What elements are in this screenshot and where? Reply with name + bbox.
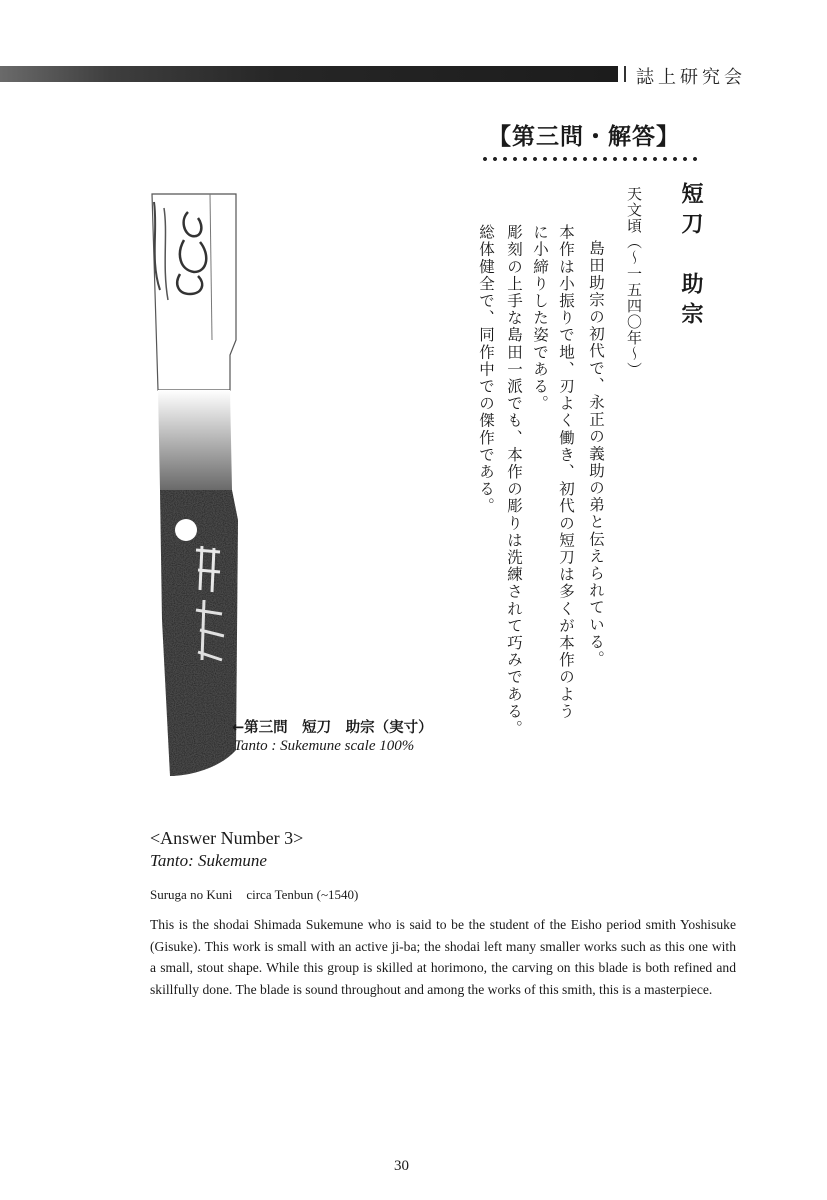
jp-period: 天文頃（〜一五四〇年〜） bbox=[625, 186, 643, 378]
header-title: 誌上研究会 bbox=[636, 67, 746, 88]
answer-subtitle: Tanto: Sukemune bbox=[150, 851, 267, 870]
header-bar bbox=[0, 66, 618, 82]
answer-heading: <Answer Number 3> bbox=[150, 828, 304, 848]
answer-meta bbox=[150, 887, 358, 903]
page-number: 30 bbox=[394, 1158, 409, 1174]
jp-body-line: 島田助宗の初代で、永正の義助の弟と伝えられている。 bbox=[587, 240, 605, 668]
jp-body-line: 本作は小振りで地、刃よく働き、初代の短刀は多くが本作のよう bbox=[557, 224, 575, 720]
header-separator bbox=[624, 66, 626, 82]
jp-body-line: に小締りした姿である。 bbox=[531, 224, 549, 413]
jp-body-line: 彫刻の上手な島田一派でも、本作の彫りは洗練されて巧みである。 bbox=[505, 224, 523, 737]
section-heading: 【第三問・解答】 bbox=[488, 124, 680, 150]
jp-body-line: 総体健全で、同作中での傑作である。 bbox=[477, 224, 495, 515]
jp-title bbox=[675, 182, 706, 332]
tanto-oshigata-illustration bbox=[140, 190, 250, 780]
jp-title-smith: 助宗 bbox=[678, 272, 703, 332]
answer-province: Suruga no Kuni bbox=[150, 887, 233, 902]
figure-caption-jp: ←第三問 短刀 助宗（実寸） bbox=[232, 720, 433, 736]
answer-date: circa Tenbun (~1540) bbox=[246, 887, 359, 902]
dotted-divider bbox=[480, 156, 702, 162]
figure-caption-en: Tanto : Sukemune scale 100% bbox=[234, 738, 415, 754]
answer-body: This is the shodai Shimada Sukemune who is said to be the student of the Eisho period smith Yoshisuke (Gisuke). This work is small with an active ji-ba; the shodai left many smaller works such as this one with a small, stout shape. While this group is skilled at horimono, the carving on this blade is both refined and skillfully done. The blade is sound throughout and among the works of this smith, this is a masterpiece. bbox=[150, 917, 736, 997]
jp-title-kind: 短刀 bbox=[678, 182, 703, 242]
